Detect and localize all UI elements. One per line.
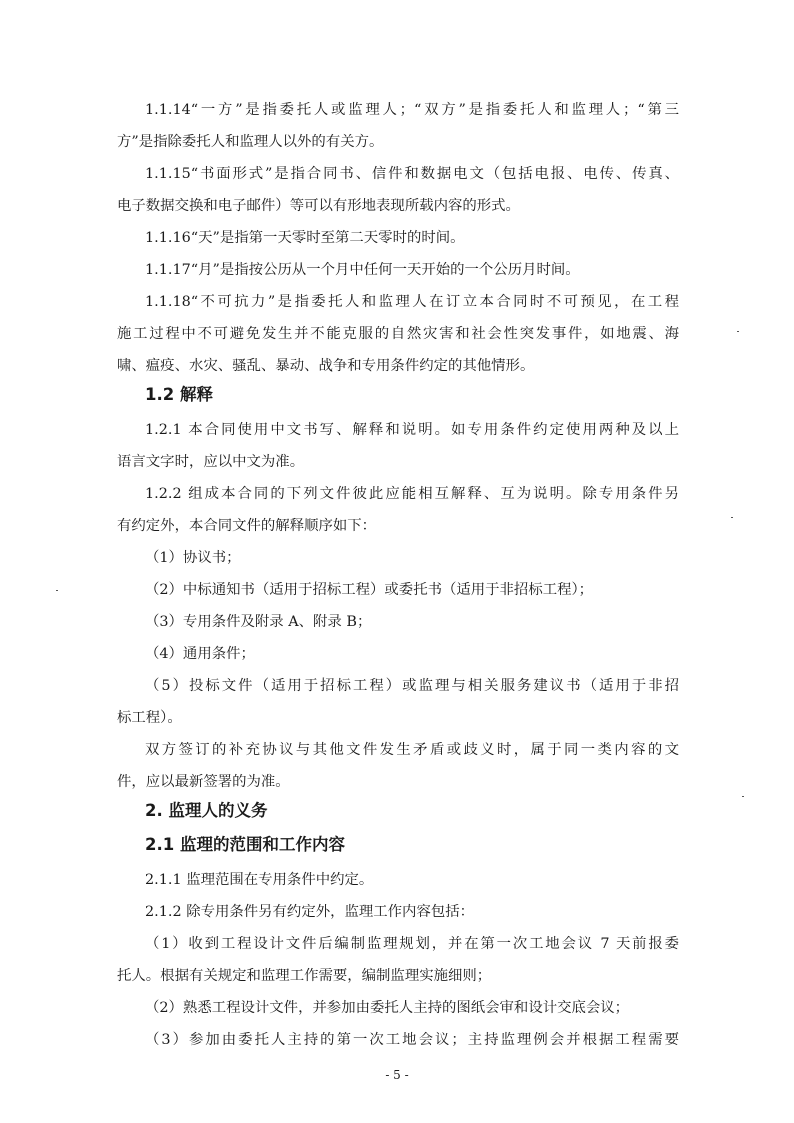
list-item: （1）协议书； (145, 550, 241, 566)
paragraph-line: 件，应以最新签署的为准。 (117, 774, 290, 790)
paragraph-line: 1.2.2 组成本合同的下列文件彼此应能相互解释、互为说明。除专用条件另 (145, 486, 679, 502)
paragraph-line: 1.1.14“一方”是指委托人或监理人；“双方”是指委托人和监理人；“第三 (145, 102, 679, 118)
paragraph-line: 方”是指除委托人和监理人以外的有关方。 (117, 134, 384, 150)
scan-speck (737, 331, 739, 332)
paragraph-line: 1.1.18“不可抗力”是指委托人和监理人在订立本合同时不可预见，在工程 (145, 294, 679, 310)
list-item: （2）熟悉工程设计文件，并参加由委托人主持的图纸会审和设计交底会议； (145, 1000, 630, 1016)
list-item: （1）收到工程设计文件后编制监理规划，并在第一次工地会议 7 天前报委 (145, 936, 679, 952)
list-item: （2）中标通知书（适用于招标工程）或委托书（适用于非招标工程）； (145, 582, 594, 598)
section-heading: 2.1 监理的范围和工作内容 (145, 835, 345, 854)
list-item: （3）专用条件及附录 A、附录 B； (145, 614, 372, 630)
paragraph-line: 托人。根据有关规定和监理工作需要，编制监理实施细则； (117, 968, 492, 984)
page-number: - 5 - (385, 1068, 409, 1082)
paragraph-line: 施工过程中不可避免发生并不能克服的自然灾害和社会性突发事件，如地震、海 (117, 326, 679, 342)
section-heading: 1.2 解释 (145, 385, 213, 404)
scan-speck (56, 590, 58, 591)
chapter-heading: 2. 监理人的义务 (145, 801, 268, 820)
paragraph-line: 双方签订的补充协议与其他文件发生矛盾或歧义时，属于同一类内容的文 (145, 742, 679, 758)
scan-speck (731, 517, 733, 518)
paragraph-line: 语言文字时，应以中文为准。 (117, 454, 305, 470)
paragraph-line: 1.1.16“天”是指第一天零时至第二天零时的时间。 (145, 230, 465, 246)
paragraph-line: 2.1.2 除专用条件另有约定外，监理工作内容包括： (145, 904, 475, 920)
scan-speck (742, 796, 744, 797)
list-item: （3）参加由委托人主持的第一次工地会议；主持监理例会并根据工程需要 (145, 1032, 679, 1048)
paragraph-line: 啸、瘟疫、水灾、骚乱、暴动、战争和专用条件约定的其他情形。 (117, 358, 535, 374)
paragraph-line: 标工程）。 (117, 710, 182, 726)
list-item: （4）通用条件； (145, 646, 255, 662)
list-item: （5）投标文件（适用于招标工程）或监理与相关服务建议书（适用于非招 (145, 678, 679, 694)
paragraph-line: 1.2.1 本合同使用中文书写、解释和说明。如专用条件约定使用两种及以上 (145, 422, 679, 438)
paragraph-line: 1.1.15“书面形式”是指合同书、信件和数据电文（包括电报、电传、传真、 (145, 166, 679, 182)
paragraph-line: 1.1.17“月”是指按公历从一个月中任何一天开始的一个公历月时间。 (145, 262, 580, 278)
paragraph-line: 电子数据交换和电子邮件）等可以有形地表现所载内容的形式。 (117, 198, 520, 214)
paragraph-line: 有约定外，本合同文件的解释顺序如下： (117, 518, 377, 534)
paragraph-line: 2.1.1 监理范围在专用条件中约定。 (145, 872, 374, 888)
